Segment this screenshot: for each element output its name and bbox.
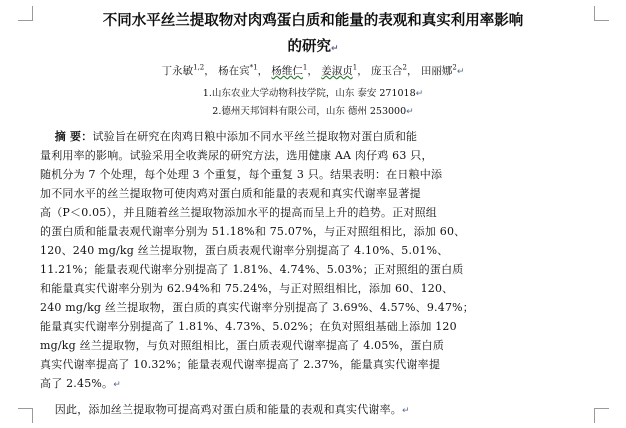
- page-corner-mark: [18, 408, 33, 423]
- paragraph-mark-icon: ↵: [406, 107, 414, 117]
- abstract-text: 高了 2.45%。: [40, 377, 114, 390]
- author-separator: ，: [357, 65, 368, 77]
- paragraph-mark-icon: ↵: [456, 67, 465, 77]
- affiliation-2: 2.德州天邦饲料有限公司，山东 德州 253000↵: [212, 106, 414, 117]
- abstract-line: mg/kg 丝兰提取物，与负对照组相比，蛋白质表观代谢率提高了 4.05%，蛋白质: [40, 339, 445, 352]
- author-name: 杨维仁: [271, 65, 303, 77]
- abstract-line-last: [40, 374, 586, 395]
- author-name: 丁永敏: [161, 65, 194, 77]
- author-affiliation-marker: 1: [302, 63, 308, 72]
- author-name: 田丽娜: [420, 65, 453, 77]
- paragraph-mark-icon: ↵: [330, 44, 339, 54]
- abstract-line: 240 mg/kg 丝兰提取物，蛋白质的真实代谢率分别提高了 3.69%、4.57%、9.47%；: [40, 301, 475, 314]
- conclusion-line: [40, 400, 586, 421]
- author-name: 庞玉合: [371, 65, 403, 77]
- abstract-line: 的蛋白质和能量表观代谢率分别为 51.18%和 75.07%，与正对照组相比，添加 60、: [40, 225, 466, 238]
- paper-title-continued: 的研究↵: [287, 39, 339, 55]
- author-separator: ，: [307, 65, 318, 77]
- abstract-text: 试验旨在研究在肉鸡日粮中添加不同水平丝兰提取物对蛋白质和能: [92, 130, 418, 143]
- author-separator: ，: [257, 65, 269, 77]
- author-affiliation-marker: 1,2: [193, 63, 205, 72]
- abstract-line: 量利用率的影响。试验采用全收粪尿的研究方法，选用健康 AA 肉仔鸡 63 只，: [40, 149, 433, 162]
- abstract-line: 加不同水平的丝兰提取物可使肉鸡对蛋白质和能量的表观和真实代谢率显著提: [40, 187, 421, 200]
- paragraph-mark-icon: ↵: [402, 406, 410, 416]
- abstract-line: 真实代谢率提高了 10.32%；能量表观代谢率提高了 2.37%，能量真实代谢率提: [40, 358, 441, 371]
- paragraph-mark-icon: ↵: [113, 380, 121, 390]
- conclusion-text: 因此，添加丝兰提取物可提高鸡对蛋白质和能量的表观和真实代谢率。: [54, 403, 402, 416]
- abstract-line: [40, 127, 586, 146]
- page-corner-mark: [594, 408, 609, 423]
- author-affiliation-marker: 2: [402, 63, 408, 72]
- author-affiliation-marker: 2: [452, 63, 457, 72]
- abstract-label: 摘 要：: [54, 130, 93, 143]
- author-separator: ，: [407, 65, 418, 77]
- abstract-line: 随机分为 7 个处理，每个处理 3 个重复，每个重复 3 只。结果表明：在日粮中添: [40, 168, 443, 181]
- author-separator: ，: [204, 65, 215, 77]
- abstract-line: 能量真实代谢率分别提高了 1.81%、4.73%、5.02%；在负对照组基础上添加 120: [40, 320, 457, 333]
- author-affiliation-marker: 1: [352, 63, 358, 72]
- affiliation-1: 1.山东农业大学动物科技学院，山东 泰安 271018↵: [202, 88, 424, 99]
- paper-title: 不同水平丝兰提取物对肉鸡蛋白质和能量的表观和真实利用率影响: [102, 13, 524, 29]
- author-name: 姜淑贞: [321, 65, 353, 77]
- abstract-line: 高（P＜0.05），并且随着丝兰提取物添加水平的提高而呈上升的趋势。正对照组: [40, 206, 437, 219]
- abstract-line: 120、240 mg/kg 丝兰提取物，蛋白质表观代谢率分别提高了 4.10%、5.01%、: [40, 244, 449, 257]
- author-name: 杨在宾: [218, 65, 250, 77]
- abstract-line: 和能量真实代谢率分别为 62.94%和 75.24%，与正对照组相比，添加 60、120、: [40, 282, 454, 295]
- paragraph-mark-icon: ↵: [415, 89, 424, 99]
- abstract-line: 11.21%；能量表观代谢率分别提高了 1.81%、4.74%、5.03%；正对照组的蛋白质: [40, 263, 464, 276]
- author-list: [28, 65, 598, 79]
- author-affiliation-marker: *1: [249, 63, 258, 72]
